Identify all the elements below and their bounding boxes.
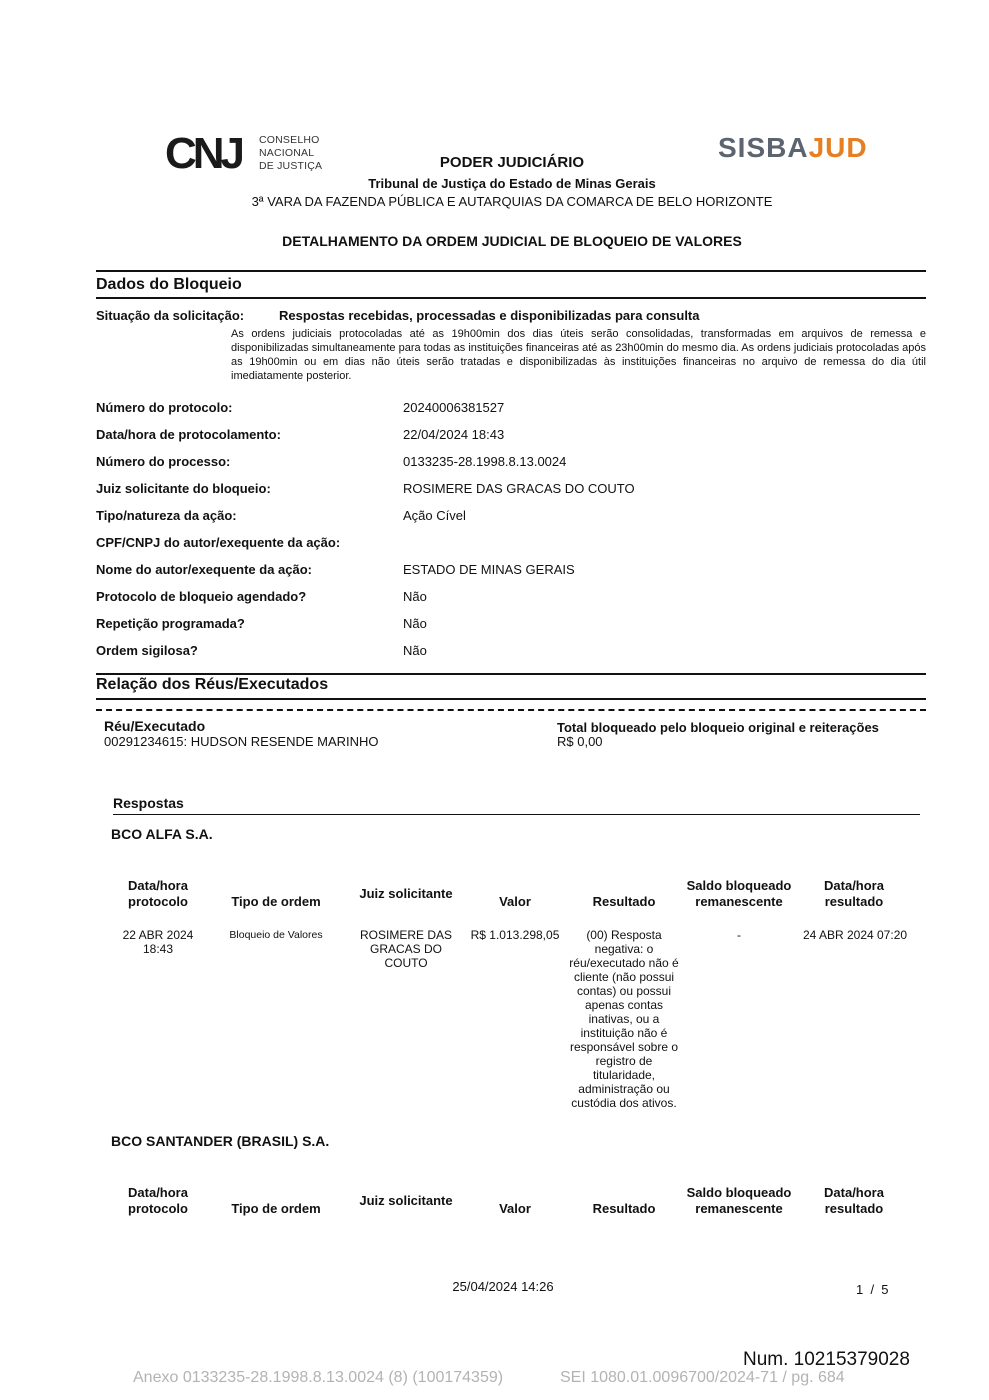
th-resultado: Resultado xyxy=(592,894,656,909)
td-tipo-ordem: Bloqueio de Valores xyxy=(229,929,323,941)
sei-watermark: SEI 1080.01.0096700/2024-71 / pg. 684 xyxy=(560,1369,845,1386)
th-saldo-remanescente: Saldo bloqueado remanescente xyxy=(686,1185,792,1216)
bank-name: BCO SANTANDER (BRASIL) S.A. xyxy=(111,1133,330,1149)
situacao-note: As ordens judiciais protocoladas até as 19h00min dos dias úteis serão consolidadas, transformadas em arquivos de remessa e disponibilizadas simultaneamente para todas as instituições financeiras até as 23h00min do mesmo dia. As ordens judiciais protocoladas após as 19h00min ou em dias não úteis serão tratadas e disponibilizadas às instituições financeiras no arquivo de remessa do dia útil imediatamente posterior. xyxy=(231,328,926,382)
field-label: Número do processo: xyxy=(96,454,231,469)
th-valor: Valor xyxy=(499,1201,531,1216)
field-label: Ordem sigilosa? xyxy=(96,643,198,658)
situacao-label: Situação da solicitação: xyxy=(96,308,245,323)
field-value: Não xyxy=(403,616,427,631)
td-data-protocolo: 22 ABR 2024 18:43 xyxy=(122,928,194,956)
field-label: Juiz solicitante do bloqueio: xyxy=(96,481,271,496)
td-saldo-remanescente: - xyxy=(737,928,741,942)
th-data-protocolo: Data/hora protocolo xyxy=(128,878,188,909)
th-valor: Valor xyxy=(499,894,531,909)
divider xyxy=(96,297,926,299)
cnj-logo-text: CONSELHO NACIONAL DE JUSTIÇA xyxy=(259,134,323,172)
field-value: ESTADO DE MINAS GERAIS xyxy=(403,562,575,577)
header-vara: 3ª VARA DA FAZENDA PÚBLICA E AUTARQUIAS DA COMARCA DE BELO HORIZONTE xyxy=(251,194,773,209)
bank-name: BCO ALFA S.A. xyxy=(111,826,213,842)
field-value: 0133235-28.1998.8.13.0024 xyxy=(403,454,567,469)
footer-datetime: 25/04/2024 14:26 xyxy=(452,1279,554,1294)
th-tipo-ordem: Tipo de ordem xyxy=(231,1201,321,1216)
situacao-value: Respostas recebidas, processadas e disponibilizadas para consulta xyxy=(279,308,700,323)
divider xyxy=(96,698,926,700)
td-data-resultado: 24 ABR 2024 07:20 xyxy=(802,928,908,942)
field-value: Não xyxy=(403,643,427,658)
header-poder: PODER JUDICIÁRIO xyxy=(439,154,585,171)
dashed-divider xyxy=(96,709,926,711)
th-data-protocolo: Data/hora protocolo xyxy=(128,1185,188,1216)
field-value: Ação Cível xyxy=(403,508,466,523)
cnj-logo-mark: CNJ xyxy=(165,129,242,178)
field-label: Data/hora de protocolamento: xyxy=(96,427,281,442)
th-data-resultado: Data/hora resultado xyxy=(824,1185,884,1216)
respostas-title: Respostas xyxy=(113,795,184,811)
td-valor: R$ 1.013.298,05 xyxy=(470,928,560,942)
field-value: 22/04/2024 18:43 xyxy=(403,427,505,442)
total-bloqueado-header: Total bloqueado pelo bloqueio original e reiterações xyxy=(557,720,879,735)
field-value: 20240006381527 xyxy=(403,400,505,415)
total-bloqueado-value: R$ 0,00 xyxy=(557,734,603,749)
sisbajud-logo: SISBAJUD xyxy=(718,132,868,163)
section-title-dados: Dados do Bloqueio xyxy=(96,276,242,293)
th-tipo-ordem: Tipo de ordem xyxy=(231,894,321,909)
th-juiz-solicitante: Juiz solicitante xyxy=(359,1193,453,1208)
th-resultado: Resultado xyxy=(592,1201,656,1216)
header-tribunal: Tribunal de Justiça do Estado de Minas Gerais xyxy=(368,176,656,191)
document-number: Num. 10215379028 xyxy=(743,1349,910,1370)
td-juiz-solicitante: ROSIMERE DAS GRACAS DO COUTO xyxy=(359,928,452,970)
field-label: Tipo/natureza da ação: xyxy=(96,508,237,523)
field-label: Número do protocolo: xyxy=(96,400,233,415)
page-number: 1 / 5 xyxy=(856,1282,889,1297)
th-saldo-remanescente: Saldo bloqueado remanescente xyxy=(686,878,792,909)
reu-value: 00291234615: HUDSON RESENDE MARINHO xyxy=(104,734,379,749)
field-label: CPF/CNPJ do autor/exequente da ação: xyxy=(96,535,341,550)
field-label: Nome do autor/exequente da ação: xyxy=(96,562,312,577)
divider xyxy=(96,270,926,272)
document-title: DETALHAMENTO DA ORDEM JUDICIAL DE BLOQUEIO DE VALORES xyxy=(282,233,742,249)
field-label: Protocolo de bloqueio agendado? xyxy=(96,589,307,604)
reu-header: Réu/Executado xyxy=(104,718,206,734)
th-juiz-solicitante: Juiz solicitante xyxy=(359,886,453,901)
td-resultado: (00) Resposta negativa: o réu/executado não é cliente (não possui contas) ou possui apenas contas inativas, ou a instituição não é responsável sobre o registro de titularidade, administração ou custódia dos ativos. xyxy=(569,928,679,1110)
th-data-resultado: Data/hora resultado xyxy=(824,878,884,909)
section-title-reus: Relação dos Réus/Executados xyxy=(96,676,329,693)
field-label: Repetição programada? xyxy=(96,616,245,631)
divider xyxy=(96,673,926,675)
anexo-watermark: Anexo 0133235-28.1998.8.13.0024 (8) (100174359) xyxy=(133,1369,504,1386)
field-value: ROSIMERE DAS GRACAS DO COUTO xyxy=(403,481,635,496)
divider xyxy=(113,814,920,815)
field-value: Não xyxy=(403,589,427,604)
